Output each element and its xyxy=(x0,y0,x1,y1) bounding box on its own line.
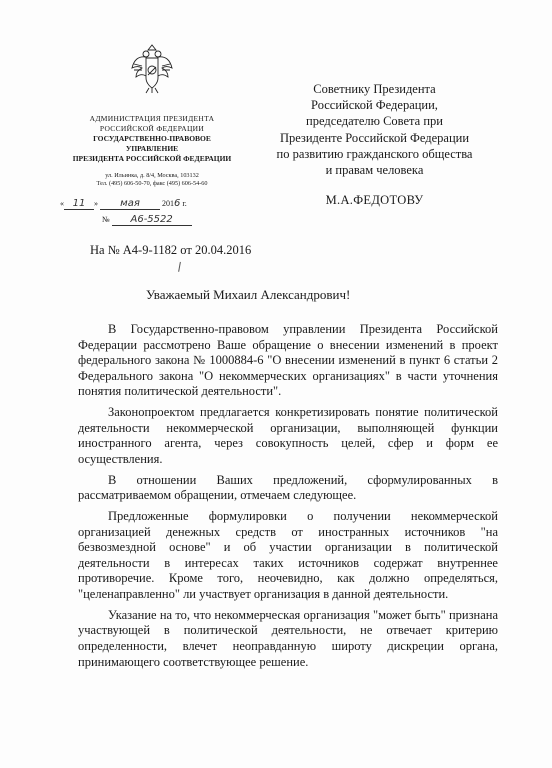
salutation: Уважаемый Михаил Александрович! xyxy=(146,287,351,302)
date-quote-close: » xyxy=(94,199,98,208)
number-value: А6-5522 xyxy=(112,214,192,226)
recipient-line: по развитию гражданского общества xyxy=(276,146,473,161)
sender-address: ул. Ильинка, д. 8/4, Москва, 103132 xyxy=(105,172,199,179)
date-month: мая xyxy=(100,198,160,210)
body-paragraph: Предложенные формулировки о получении некоммерческой организацией денежных средств от иностранных источников "на безвозмездной основе" и об участии организации в политической деятельности в интересах таких источников содержат внутреннее противоречие. Кроме того, неочевидно, как должно определяться, "целенаправленно" ли участвует организация в данной деятельности. xyxy=(78,509,498,602)
reference-line: На № А4-9-1182 от 20.04.2016 xyxy=(90,243,252,257)
letter-body xyxy=(78,322,498,675)
registration-number xyxy=(102,214,192,226)
body-paragraph: Законопроектом предлагается конкретизировать понятие политической деятельности некоммерческой организации, выполняющей функции иностранного агента, через совокупность целей, сфер и форм ее осуществления. xyxy=(78,405,498,466)
recipient-name: М.А.ФЕДОТОВУ xyxy=(325,193,424,208)
sender-line: АДМИНИСТРАЦИЯ ПРЕЗИДЕНТА xyxy=(89,114,215,123)
number-prefix: № xyxy=(102,215,110,224)
date-year-suffix: г. xyxy=(182,199,187,208)
recipient-block xyxy=(262,81,487,208)
sender-line: УПРАВЛЕНИЕ xyxy=(125,144,179,153)
pen-mark xyxy=(178,262,183,272)
date-year-digit: 6 xyxy=(174,198,181,209)
body-paragraph: Указание на то, что некоммерческая организация "может быть" признана участвующей в политической деятельности, не отвечает критерию определенности, влечет неоправданную широту дискреции органа, принимающего соответствующее решение. xyxy=(78,607,498,669)
recipient-line: председателю Совета при xyxy=(306,114,443,129)
date-day: 11 xyxy=(64,198,94,210)
sender-line: ГОСУДАРСТВЕННО-ПРАВОВОЕ xyxy=(93,134,211,143)
sender-line: РОССИЙСКОЙ ФЕДЕРАЦИИ xyxy=(99,124,205,133)
date-year-prefix: 201 xyxy=(162,199,174,208)
state-emblem-icon xyxy=(130,42,174,94)
sender-phone: Тел. (495) 606-50-70, факс (495) 606-54-60 xyxy=(96,180,208,187)
registration-date xyxy=(60,198,250,212)
recipient-line: Президенте Российской Федерации xyxy=(279,130,470,145)
sender-line: ПРЕЗИДЕНТА РОССИЙСКОЙ ФЕДЕРАЦИИ xyxy=(72,154,232,163)
recipient-line: и правам человека xyxy=(325,163,424,178)
body-paragraph: В Государственно-правовом управлении Президента Российской Федерации рассмотрено Ваше обращение о внесении изменений в проект федерального закона № 1000884-6 "О внесении изменений в пункт 6 статьи 2 Федерального закона "О некоммерческих организациях" в части уточнения понятия политической деятельности". xyxy=(78,322,498,399)
body-paragraph: В отношении Ваших предложений, сформулированных в рассматриваемом обращении, отмечаем следующее. xyxy=(78,472,498,503)
recipient-line: Российской Федерации, xyxy=(311,98,438,113)
sender-block xyxy=(62,114,242,188)
date-quote-open: « xyxy=(60,199,64,208)
recipient-line: Советнику Президента xyxy=(313,82,436,96)
